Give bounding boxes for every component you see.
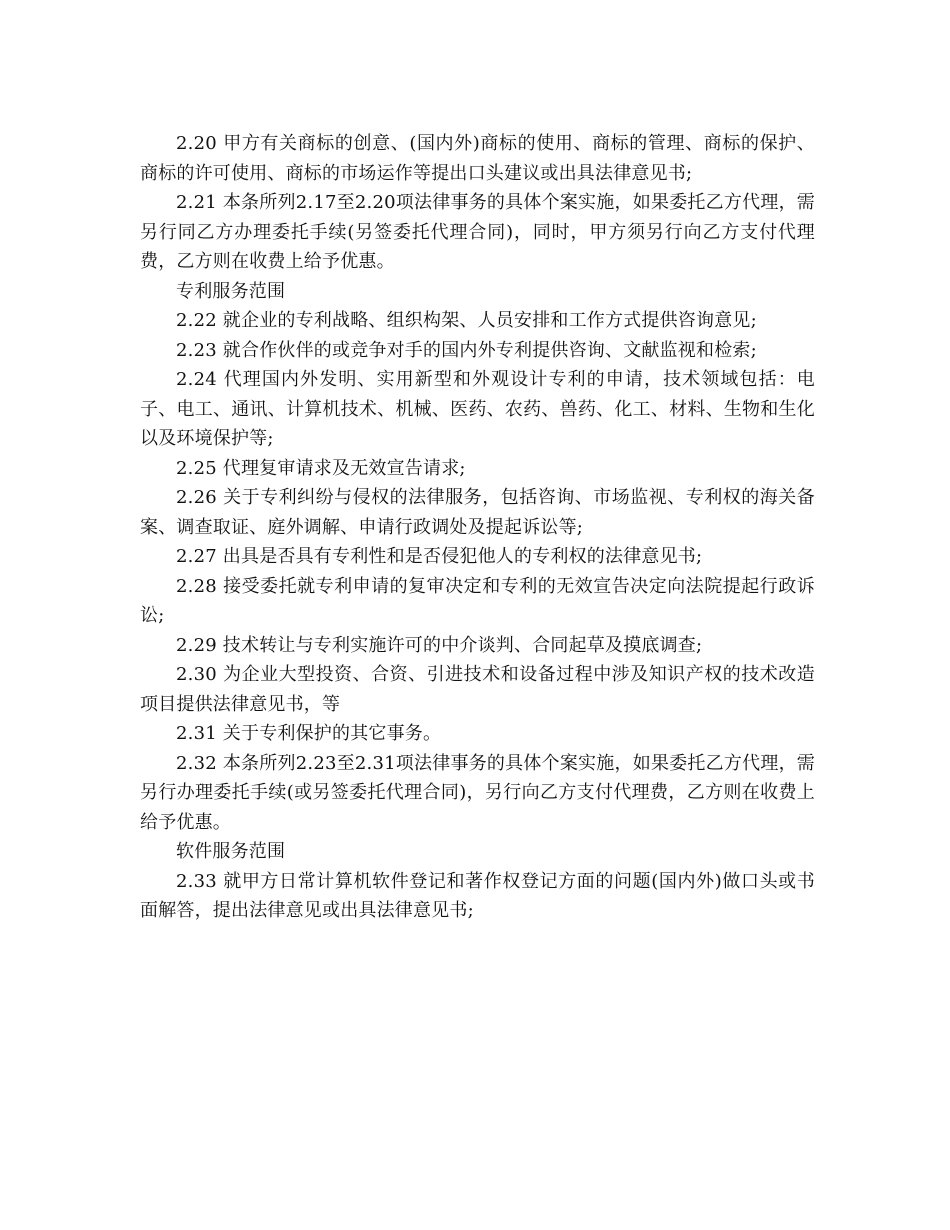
paragraph-2-20: 2.20 甲方有关商标的创意、(国内外)商标的使用、商标的管理、商标的保护、商标的许可使用、商标的市场运作等提出口头建议或出具法律意见书; bbox=[140, 133, 815, 184]
paragraph-2-24: 2.24 代理国内外发明、实用新型和外观设计专利的申请，技术领域包括：电子、电工、通讯、计算机技术、机械、医药、农药、兽药、化工、材料、生物和生化以及环境保护等; bbox=[140, 369, 815, 449]
section-heading-software: 软件服务范围 bbox=[176, 841, 286, 862]
paragraph-2-33: 2.33 就甲方日常计算机软件登记和著作权登记方面的问题(国内外)做口头或书面解答，提出法律意见或出具法律意见书; bbox=[140, 870, 815, 921]
paragraph-2-27: 2.27 出具是否具有专利性和是否侵犯他人的专利权的法律意见书; bbox=[176, 546, 703, 567]
document-body bbox=[140, 129, 815, 926]
paragraph-2-25: 2.25 代理复审请求及无效宣告请求; bbox=[176, 457, 466, 479]
paragraph-2-22: 2.22 就企业的专利战略、组织构架、人员安排和工作方式提供咨询意见; bbox=[176, 310, 757, 331]
paragraph-2-31: 2.31 关于专利保护的其它事务。 bbox=[176, 723, 442, 744]
paragraph-2-32: 2.32 本条所列2.23至2.31项法律事务的具体个案实施，如果委托乙方代理，需另行办理委托手续(或另签委托代理合同)，另行向乙方支付代理费，乙方则在收费上给予优惠。 bbox=[140, 752, 815, 833]
paragraph-2-28: 2.28 接受委托就专利申请的复审决定和专利的无效宣告决定向法院提起行政诉讼; bbox=[140, 575, 815, 626]
paragraph-2-30: 2.30 为企业大型投资、合资、引进技术和设备过程中涉及知识产权的技术改造项目提供法律意见书，等 bbox=[140, 664, 815, 715]
paragraph-2-21: 2.21 本条所列2.17至2.20项法律事务的具体个案实施，如果委托乙方代理，需另行同乙方办理委托手续(另签委托代理合同)，同时，甲方须另行向乙方支付代理费，乙方则在收费上给予优惠。 bbox=[140, 192, 815, 272]
paragraph-2-29: 2.29 技术转让与专利实施许可的中介谈判、合同起草及摸底调查; bbox=[176, 634, 703, 656]
paragraph-2-23: 2.23 就合作伙伴的或竞争对手的国内外专利提供咨询、文献监视和检索; bbox=[176, 339, 757, 361]
paragraph-2-26: 2.26 关于专利纠纷与侵权的法律服务，包括咨询、市场监视、专利权的海关备案、调查取证、庭外调解、申请行政调处及提起诉讼等; bbox=[140, 487, 815, 538]
section-heading-patent: 专利服务范围 bbox=[176, 280, 286, 302]
